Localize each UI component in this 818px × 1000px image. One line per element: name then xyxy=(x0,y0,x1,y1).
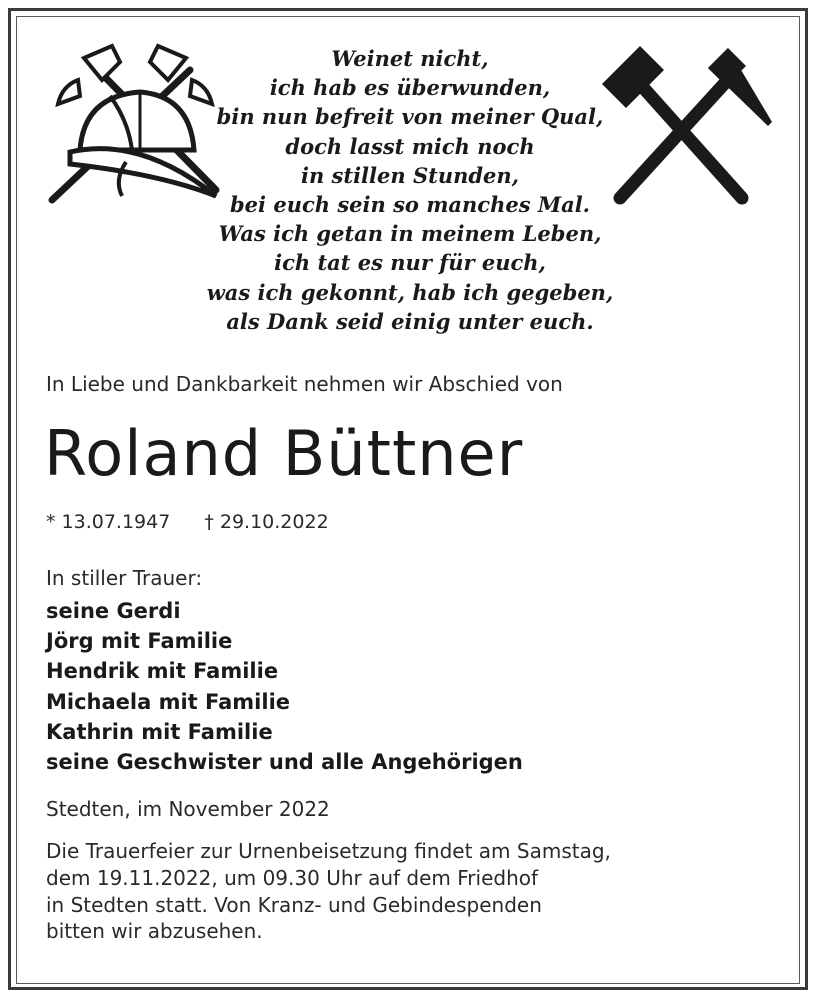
notice-line: Die Trauerfeier zur Urnenbeisetzung findet am Samstag, xyxy=(46,839,611,863)
place-date: Stedten, im November 2022 xyxy=(46,797,330,821)
poem-line: ich hab es überwunden, xyxy=(269,75,551,101)
notice-line: bitten wir abzusehen. xyxy=(46,919,263,944)
mourner-name: Hendrik mit Familie xyxy=(46,659,279,684)
mourner-name: seine Geschwister und alle Angehörigen xyxy=(46,750,523,775)
mourner-name: seine Gerdi xyxy=(46,599,181,623)
poem-line: was ich gekonnt, hab ich gegeben, xyxy=(206,279,614,305)
mourners-label: In stiller Trauer: xyxy=(46,566,203,590)
mourner-name: Jörg mit Familie xyxy=(46,629,233,654)
deceased-name: Roland Büttner xyxy=(44,417,524,490)
birth-date: * 13.07.1947 xyxy=(46,511,171,533)
poem xyxy=(190,44,630,336)
mourners-list xyxy=(46,596,523,777)
notice-line: in Stedten statt. Von Kranz- und Gebindespenden xyxy=(46,892,542,917)
life-dates xyxy=(46,511,329,533)
poem-line: Was ich getan in meinem Leben, xyxy=(218,221,602,247)
poem-line: bin nun befreit von meiner Qual, xyxy=(216,104,604,130)
notice-line: dem 19.11.2022, um 09.30 Uhr auf dem Friedhof xyxy=(46,865,539,890)
death-date: † 29.10.2022 xyxy=(204,511,329,533)
mourner-name: Kathrin mit Familie xyxy=(46,719,273,744)
poem-line: doch lasst mich noch xyxy=(285,133,535,159)
funeral-notice xyxy=(46,838,611,945)
mourner-name: Michaela mit Familie xyxy=(46,689,291,714)
farewell-intro: In Liebe und Dankbarkeit nehmen wir Abschied von xyxy=(46,372,563,396)
poem-line: ich tat es nur für euch, xyxy=(274,250,546,276)
poem-line: als Dank seid einig unter euch. xyxy=(226,308,594,334)
poem-line: Weinet nicht, xyxy=(331,46,489,71)
poem-line: bei euch sein so manches Mal. xyxy=(230,192,590,218)
poem-line: in stillen Stunden, xyxy=(301,162,519,188)
